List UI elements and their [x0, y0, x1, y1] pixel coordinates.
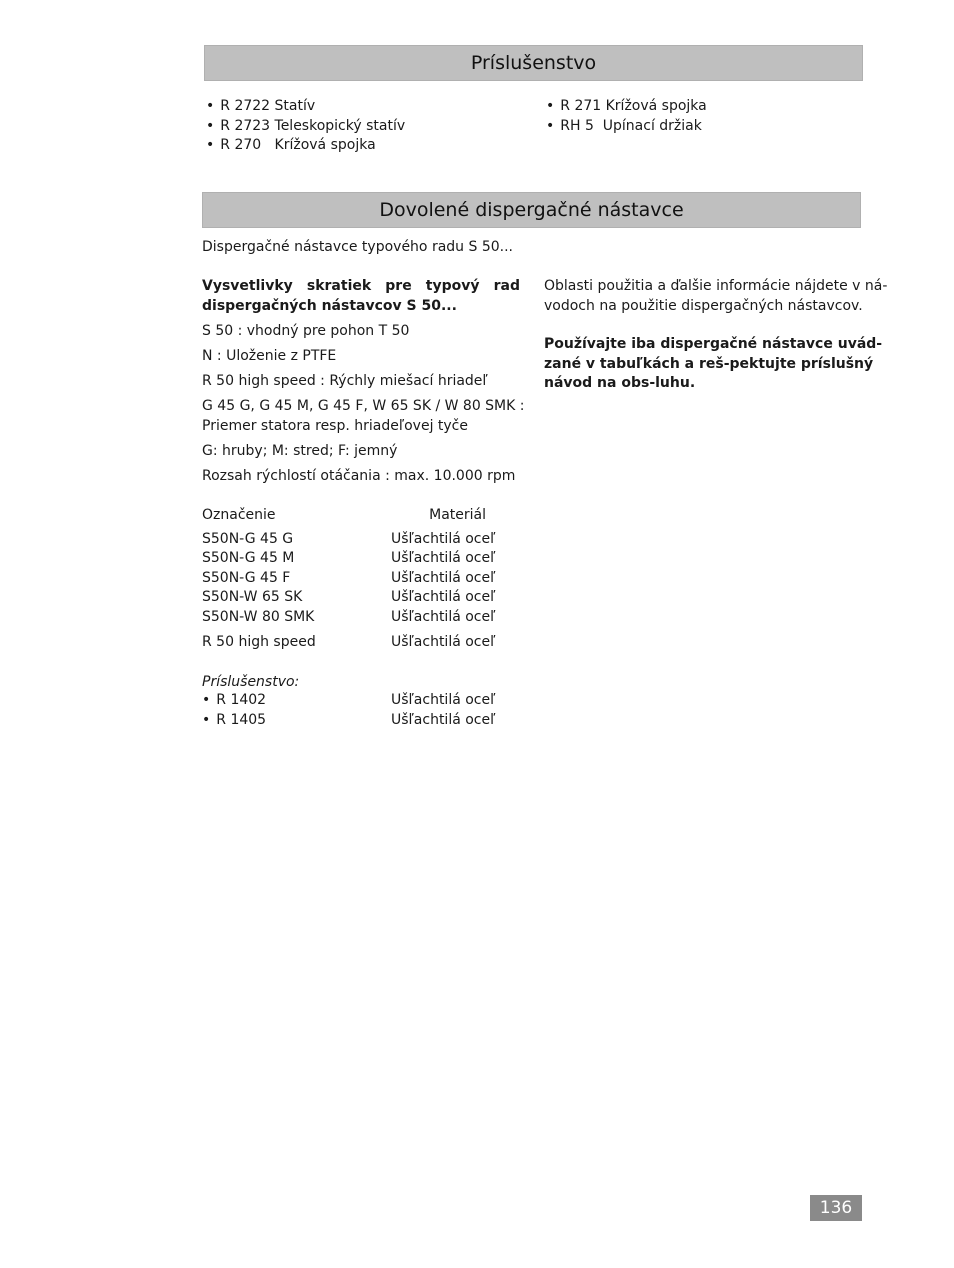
list-item: • R 2723 Teleskopický statív	[206, 117, 405, 137]
table-row: S50N-G 45 G Ušľachtilá oceľ	[202, 530, 496, 547]
table-row: S50N-G 45 M Ušľachtilá oceľ	[202, 550, 496, 566]
section-title: Príslušenstvo	[470, 52, 597, 74]
legend-line: R 50 high speed : Rýchly miešací hriadeľ	[202, 373, 488, 389]
page-number: 136	[810, 1195, 862, 1221]
table-row: S50N-G 45 F Ušľachtilá oceľ	[202, 569, 496, 586]
warning-text: Používajte iba dispergačné nástavce uvád-	[544, 336, 883, 352]
table-row: R 50 high speed Ušľachtilá oceľ	[202, 634, 496, 650]
legend-line: G 45 G, G 45 M, G 45 F, W 65 SK / W 80 SMK :	[202, 398, 525, 414]
table-row: • R 1405 Ušľachtilá oceľ	[202, 712, 502, 732]
section-subtitle: Dispergačné nástavce typového radu S 50...	[202, 239, 513, 255]
legend-line: S 50 : vhodný pre pohon T 50	[202, 323, 410, 339]
section-header-dispersing-tools	[202, 192, 861, 228]
legend-line: Rozsah rýchlostí otáčania : max. 10.000 rpm	[202, 468, 516, 484]
legend-line: G: hruby; M: stred; F: jemný	[202, 443, 398, 459]
list-item: • RH 5 Upínací držiak	[546, 117, 702, 137]
table-header-material: Materiál	[429, 507, 486, 523]
section-header-accessories	[204, 45, 863, 81]
table-header-designation: Označenie	[202, 507, 276, 523]
warning-text: zané v tabuľkách a reš-pektujte príslušný	[544, 355, 874, 372]
list-item: • R 270 Krížová spojka	[206, 136, 376, 156]
legend-line: N : Uloženie z PTFE	[202, 348, 337, 364]
list-item: • R 271 Krížová spojka	[546, 97, 707, 117]
table-row: • R 1402 Ušľachtilá oceľ	[202, 692, 502, 712]
info-text: vodoch na použitie dispergačných nástavcov.	[544, 297, 863, 314]
warning-text: návod na obs-luhu.	[544, 375, 696, 391]
legend-heading: Vysvetlivky skratiek pre typový rad	[202, 278, 520, 294]
accessories-label: Príslušenstvo:	[202, 674, 300, 690]
table-row: S50N-W 80 SMK Ušľachtilá oceľ	[202, 608, 496, 625]
info-text: Oblasti použitia a ďalšie informácie nájdete v ná-	[544, 278, 888, 294]
legend-line: Priemer statora resp. hriadeľovej tyče	[202, 417, 468, 434]
section-title: Dovolené dispergačné nástavce	[379, 199, 684, 221]
list-item: • R 2722 Statív	[206, 97, 315, 117]
table-row: S50N-W 65 SK Ušľachtilá oceľ	[202, 589, 496, 605]
legend-heading: dispergačných nástavcov S 50...	[202, 297, 457, 314]
